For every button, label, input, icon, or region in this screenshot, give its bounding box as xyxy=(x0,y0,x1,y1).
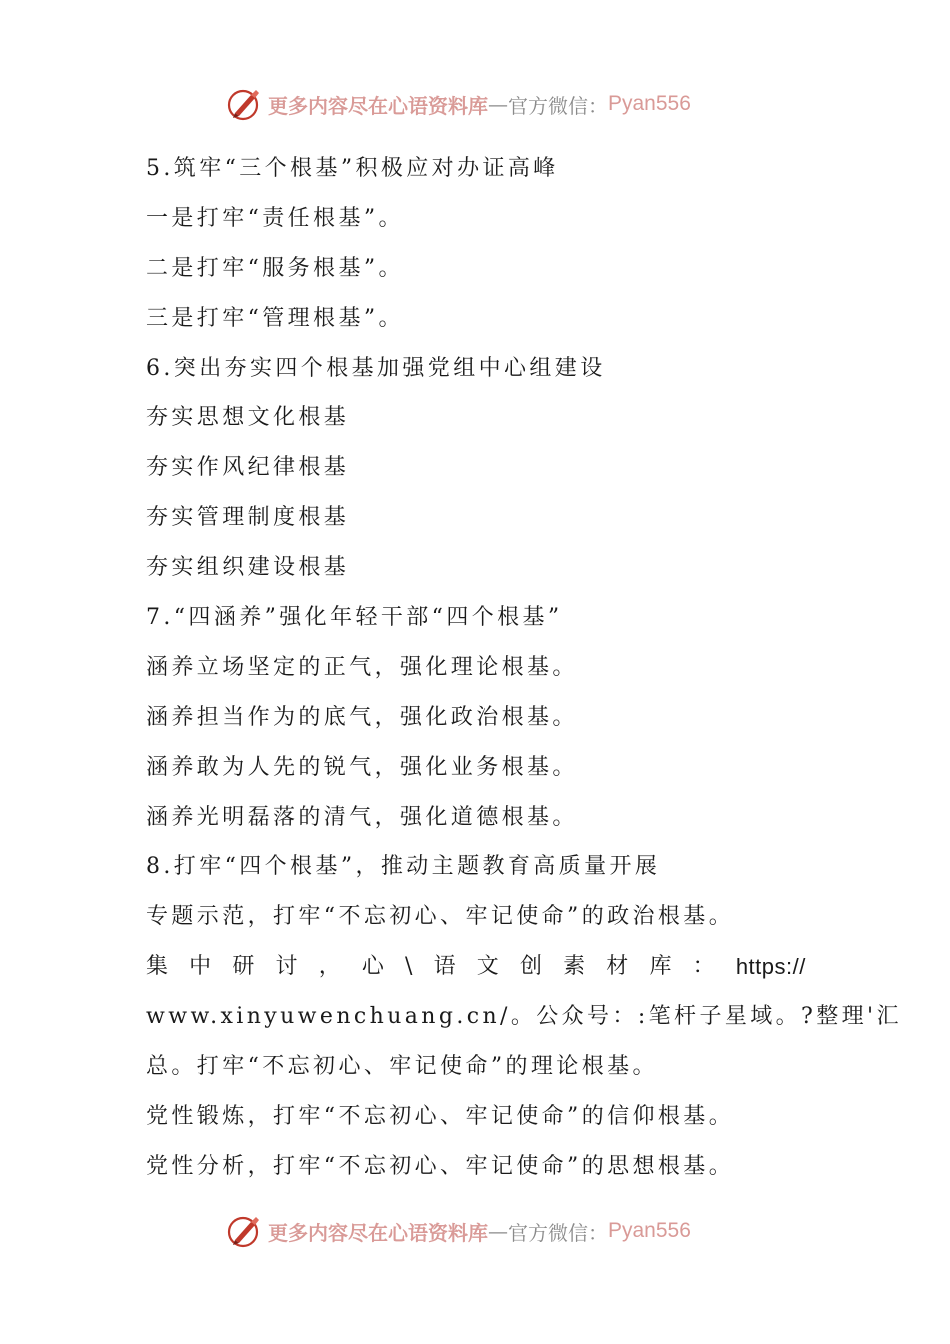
justified-char: \ xyxy=(405,954,413,980)
banner-wechat-label: 官方微信： xyxy=(508,93,608,118)
document-body xyxy=(146,144,902,1192)
banner-wechat-handle: Pyan556 xyxy=(608,92,691,115)
justified-char: ： xyxy=(692,954,715,980)
paragraph-line: 一是打牢“责任根基”。 xyxy=(146,205,404,231)
banner-wechat-handle: Pyan556 xyxy=(608,1219,691,1242)
paragraph-line: 涵养立场坚定的正气，强化理论根基。 xyxy=(146,654,578,680)
url-prefix-link[interactable]: https:// xyxy=(735,954,806,980)
paragraph-line: www.xinyuwenchuang.cn/。公众号：:笔杆子星域。?整理'汇 xyxy=(146,1004,902,1030)
paragraph-line: 夯实组织建设根基 xyxy=(146,555,350,581)
justified-char: ， xyxy=(318,954,341,980)
section-heading-8: 8.打牢“四个根基”，推动主题教育高质量开展 xyxy=(146,854,661,880)
justified-char: 语 xyxy=(433,954,456,980)
footer-banner xyxy=(226,1211,691,1251)
justified-paragraph-line xyxy=(146,942,806,992)
paragraph-line: 专题示范，打牢“不忘初心、牢记使命”的政治根基。 xyxy=(146,904,735,930)
justified-char: 材 xyxy=(606,954,629,980)
banner-brand-text: 更多内容尽在心语资料库 xyxy=(268,93,488,118)
section-heading-5: 5.筑牢“三个根基”积极应对办证高峰 xyxy=(146,156,559,181)
paragraph-line: 三是打牢“管理根基”。 xyxy=(146,305,404,331)
paragraph-line: 涵养敢为人先的锐气，强化业务根基。 xyxy=(146,754,578,780)
justified-char: 创 xyxy=(519,954,542,980)
justified-char: 中 xyxy=(189,954,212,980)
justified-char: 集 xyxy=(146,954,169,980)
pen-logo-icon xyxy=(226,1213,262,1249)
paragraph-line: 夯实作风纪律根基 xyxy=(146,455,350,481)
justified-char: 研 xyxy=(232,954,255,980)
justified-char: 文 xyxy=(476,954,499,980)
paragraph-line: 涵养担当作为的底气，强化政治根基。 xyxy=(146,704,578,730)
section-heading-6: 6.突出夯实四个根基加强党组中心组建设 xyxy=(146,355,606,381)
section-heading-7: 7.“四涵养”强化年轻干部“四个根基” xyxy=(146,605,563,631)
banner-dash: — xyxy=(488,1219,508,1243)
justified-char: 库 xyxy=(649,954,672,980)
justified-char: 素 xyxy=(563,954,586,980)
paragraph-line: 夯实思想文化根基 xyxy=(146,405,350,431)
pen-logo-icon xyxy=(226,86,262,122)
justified-char: 讨 xyxy=(275,954,298,980)
justified-char: 心 xyxy=(361,954,384,980)
header-banner xyxy=(226,84,691,124)
paragraph-line: 涵养光明磊落的清气，强化道德根基。 xyxy=(146,804,578,830)
paragraph-line: 夯实管理制度根基 xyxy=(146,505,350,531)
banner-wechat-label: 官方微信： xyxy=(508,1220,608,1245)
paragraph-line: 党性分析，打牢“不忘初心、牢记使命”的思想根基。 xyxy=(146,1153,735,1179)
banner-dash: — xyxy=(488,92,508,116)
paragraph-line: 总。打牢“不忘初心、牢记使命”的理论根基。 xyxy=(146,1054,658,1080)
paragraph-line: 二是打牢“服务根基”。 xyxy=(146,255,404,281)
banner-brand-text: 更多内容尽在心语资料库 xyxy=(268,1220,488,1245)
paragraph-line: 党性锻炼，打牢“不忘初心、牢记使命”的信仰根基。 xyxy=(146,1103,735,1129)
